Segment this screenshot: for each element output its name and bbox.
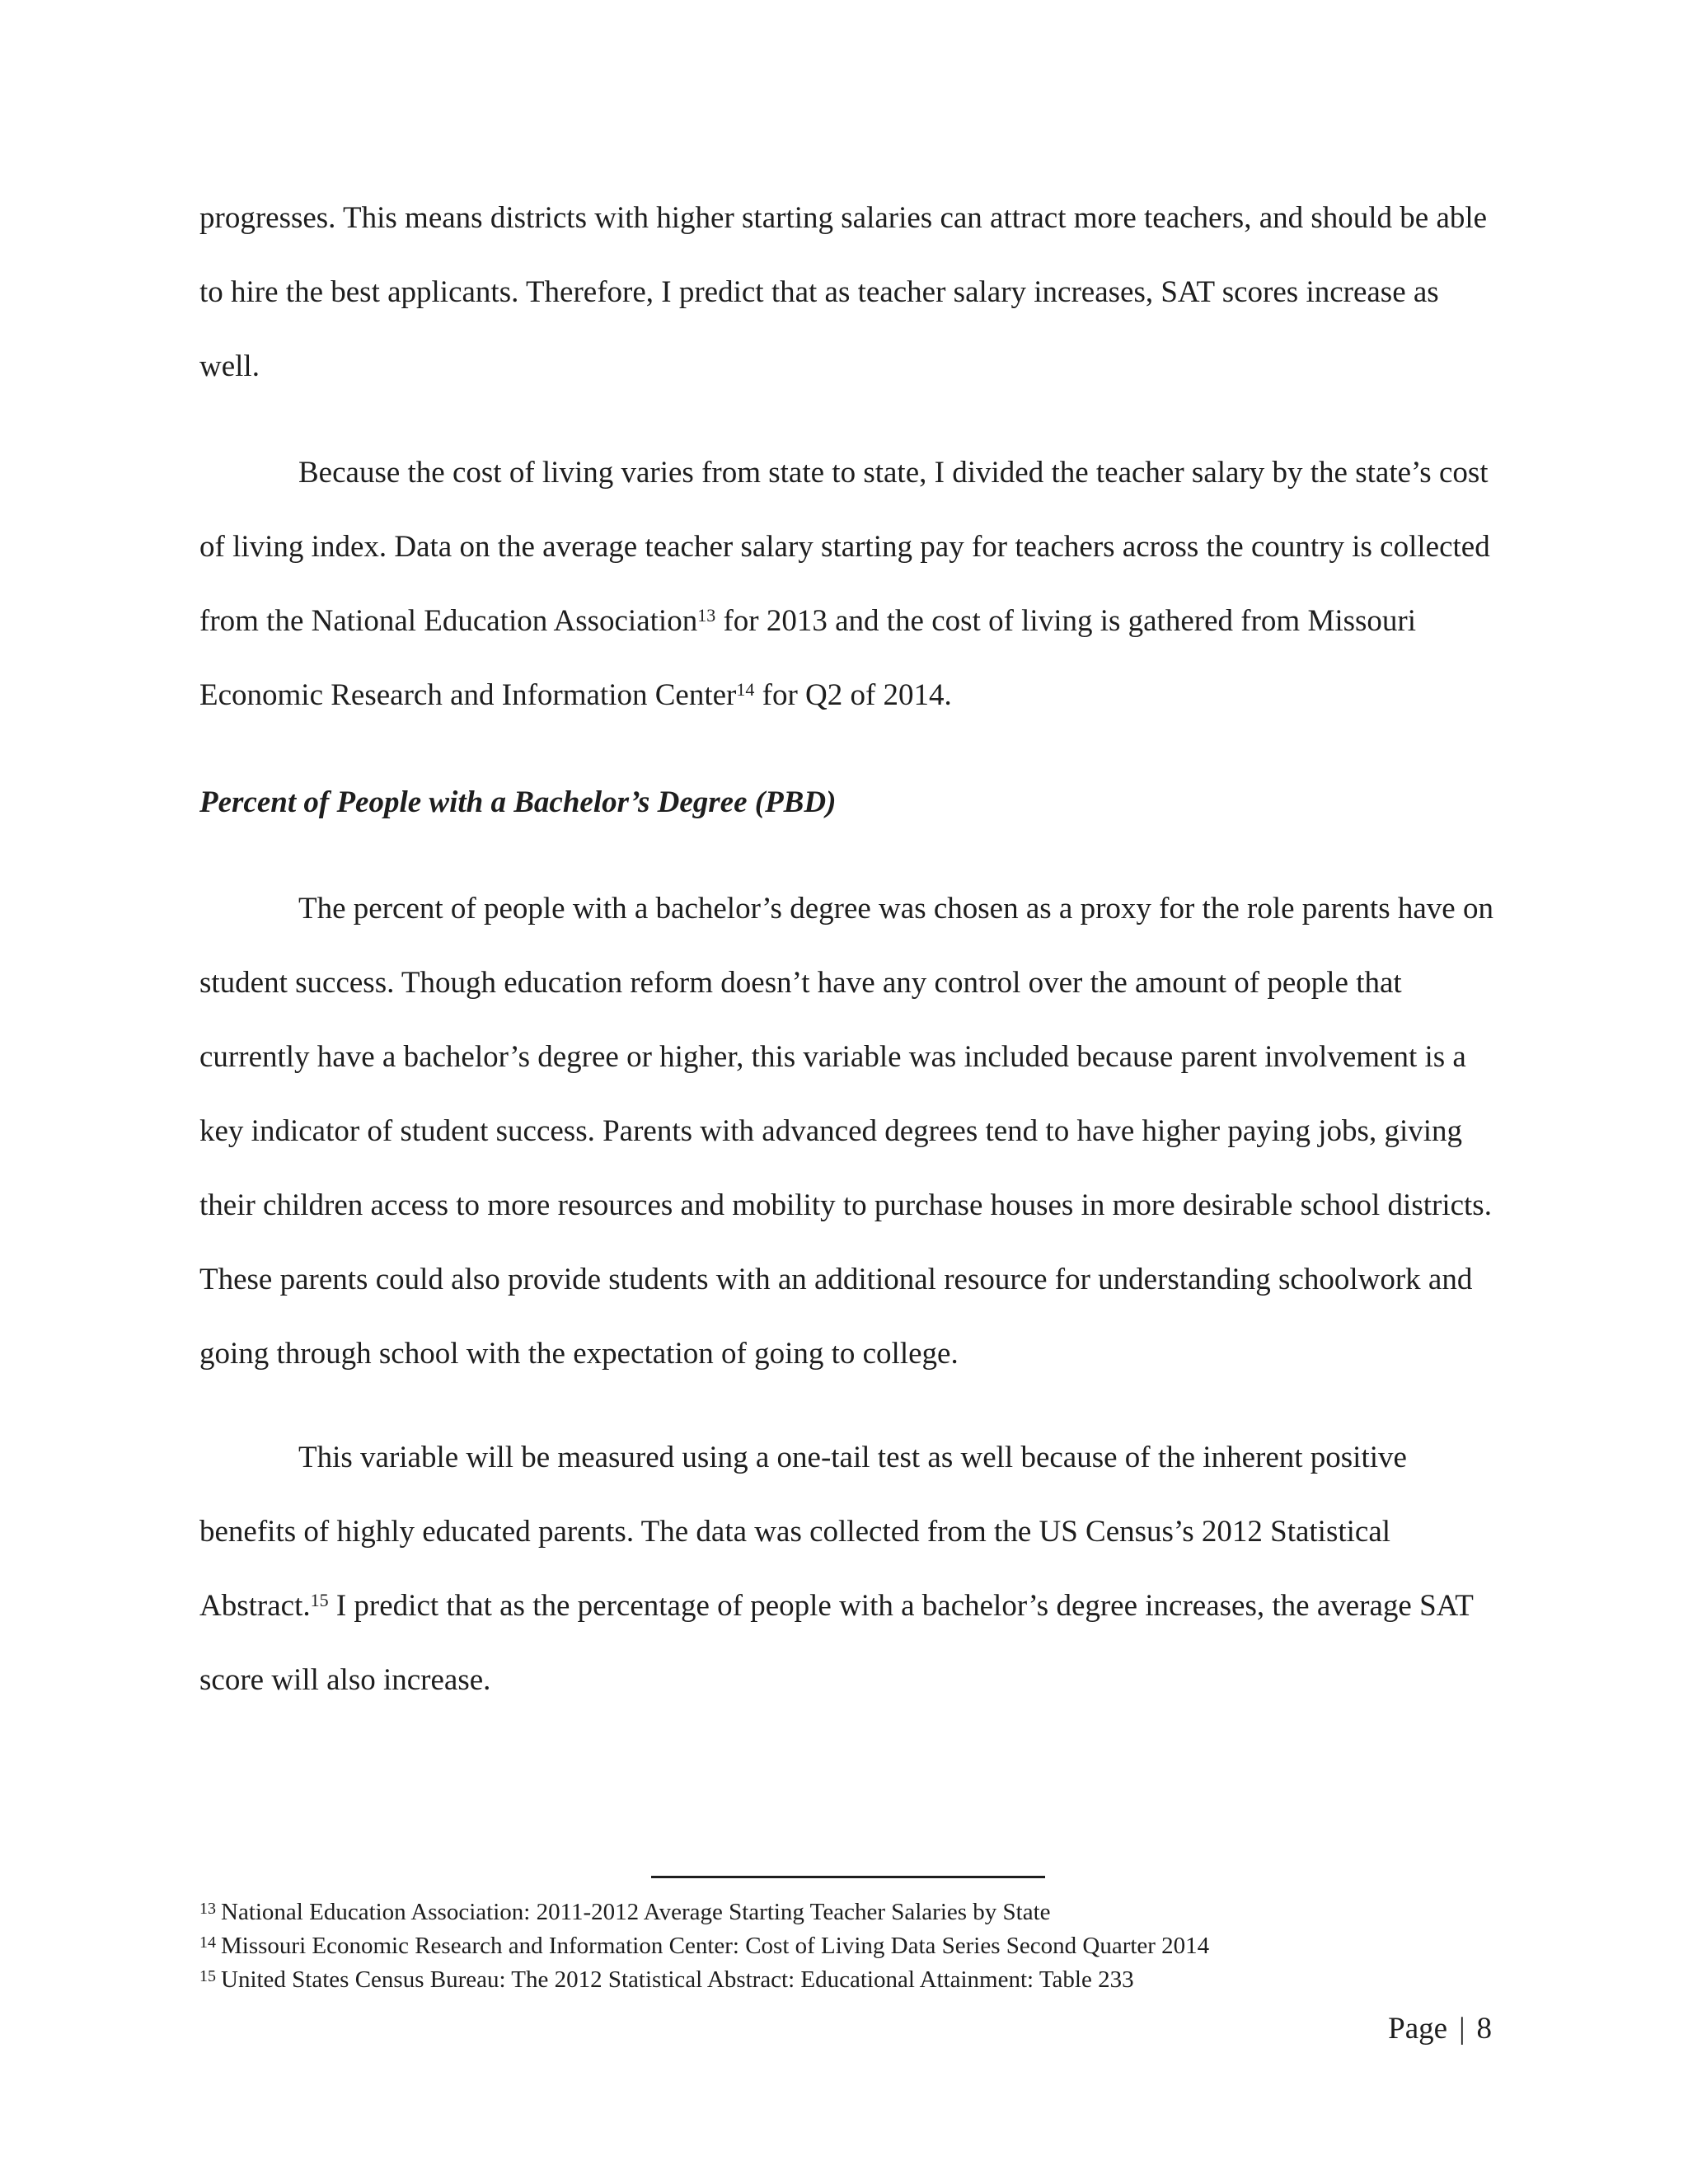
footnote-ref-14[interactable]: 14 [736, 678, 755, 700]
footnote-text: National Education Association: 2011-2012 Average Starting Teacher Salaries by State [221, 1899, 1051, 1925]
paragraph-pbd-measurement [199, 1421, 1493, 1718]
paragraph-text: This variable will be measured using a one-tail test as well because of the inherent positive benefits of highly educated parents. The data was collected from the US Census’s 2012 Statistical Abstract. [199, 1441, 1407, 1623]
page-number-value: 8 [1476, 2012, 1492, 2046]
paragraph-text: for 2013 and the cost of living is gathered from Missouri Economic Research and Information Center [199, 604, 1417, 712]
footnote-number: 13 [199, 1900, 216, 1918]
paragraph-text: Because the cost of living varies from state to state, I divided the teacher salary by the state’s cost of living index. Data on the average teacher salary starting pay for teachers across the country is collected from the National Education Association [199, 456, 1490, 638]
page-separator: | [1459, 2012, 1465, 2046]
page-label: Page [1388, 2012, 1448, 2046]
footnote-number: 15 [199, 1967, 216, 1985]
paragraph-text: I predict that as the percentage of people with a bachelor’s degree increases, the average SAT score will also increase. [199, 1589, 1474, 1697]
section-heading: Percent of People with a Bachelor’s Degree (PBD) [199, 785, 837, 819]
paragraph-pbd-rationale: The percent of people with a bachelor’s degree was chosen as a proxy for the role parents have on student success. Though education reform doesn’t have any control over the amount of people that currently have a bachelor’s degree or higher, this variable was included because parent involvement is a key indicator of student success. Parents with advanced degrees tend to have higher paying jobs, giving their children access to more resources and mobility to purchase houses in more desirable school districts. These parents could also provide students with an additional resource for understanding schoolwork and going through school with the expectation of going to college. [199, 892, 1493, 1371]
paragraph-text: for Q2 of 2014. [754, 678, 952, 712]
footnote-ref-13[interactable]: 13 [697, 604, 716, 626]
footnote-number: 14 [199, 1933, 216, 1952]
footnote-ref-15[interactable]: 15 [310, 1589, 329, 1610]
footnote-text: United States Census Bureau: The 2012 Statistical Abstract: Educational Attainment: Table 233 [221, 1966, 1134, 1993]
footnotes [199, 1894, 1493, 1995]
footnote-14 [199, 1928, 1493, 1961]
footnote-15 [199, 1961, 1493, 1995]
page-number [1388, 2009, 1492, 2049]
footnote-text: Missouri Economic Research and Information Center: Cost of Living Data Series Second Quarter 2014 [221, 1933, 1210, 1959]
footnote-divider [651, 1876, 1045, 1878]
footnote-13 [199, 1894, 1493, 1928]
paragraph-cost-of-living [199, 436, 1493, 733]
paragraph-continuation: progresses. This means districts with higher starting salaries can attract more teachers, and should be able to hire the best applicants. Therefore, I predict that as teacher salary increases, SAT scores increase as well. [199, 201, 1488, 383]
